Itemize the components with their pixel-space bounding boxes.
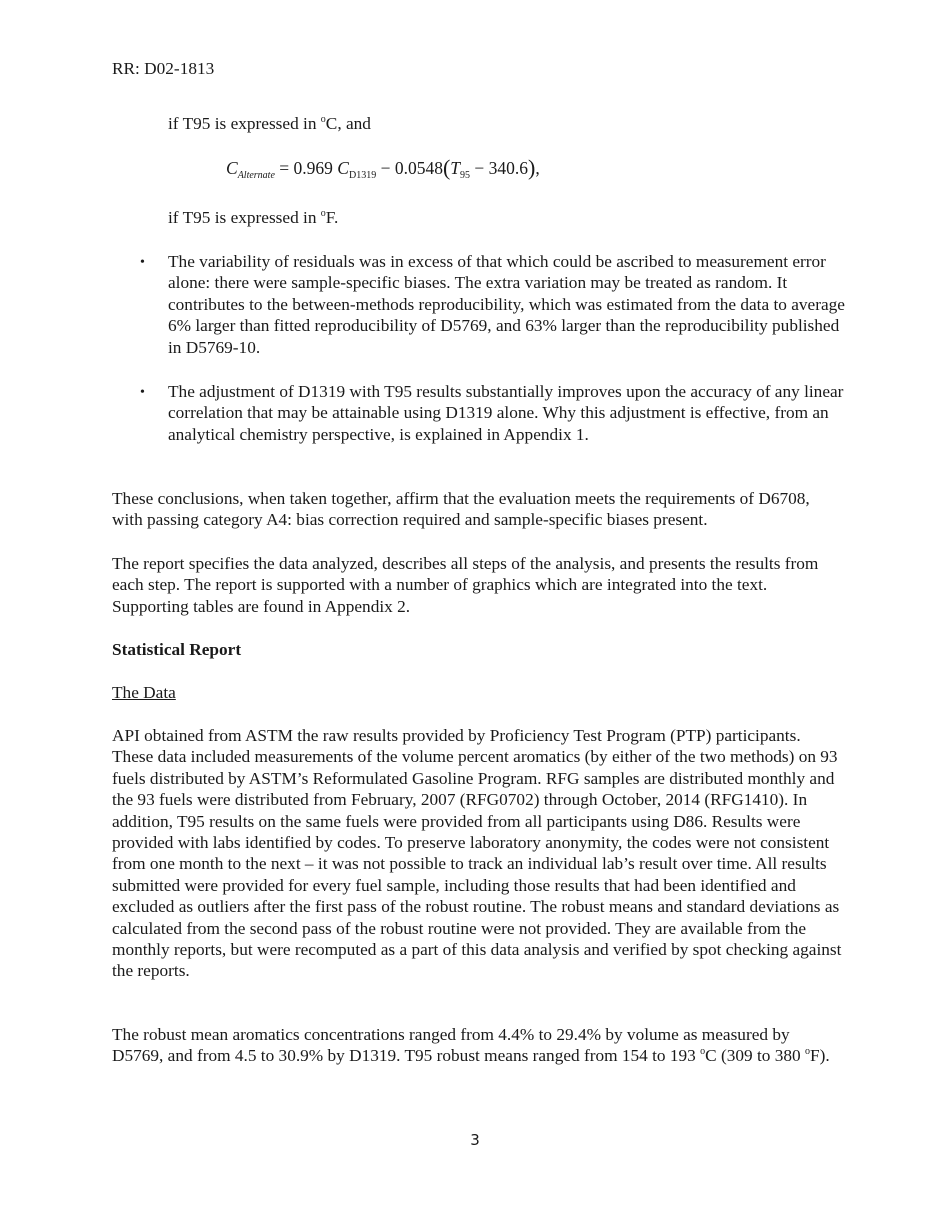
alternate-equation: $C_{Alternate} = 0.969$ $C_{D1319} - 0.0548(T_{95} - 340.6)$, <box>226 155 540 181</box>
report-id-header: RR: D02-1813 <box>112 59 215 78</box>
degree-symbol: o <box>320 208 326 219</box>
report-description-paragraph: The report specifies the data analyzed, describes all steps of the analysis, and presents the results from each step. The report is supported with a number of graphics which are integrated into the text. Supporting tables are found in Appendix 2. <box>112 554 819 616</box>
data-description-paragraph: API obtained from ASTM the raw results provided by Proficiency Test Program (PTP) participants. These data included measurements of the volume percent aromatics (by either of the two methods) on 93 fuels distributed by ASTM’s Reformulated Gasoline Program. RFG samples are distributed monthly and the 93 fuels were distributed from February, 2007 (RFG0702) through October, 2014 (RFG1410). In addition, T95 results on the same fuels were provided from all participants using D86. Results were provided with labs identified by codes. To preserve laboratory anonymity, the codes were not consistent from one month to the next – it was not possible to track an individual lab’s result over time. All results submitted were provided for every fuel sample, including those results that had been identified and excluded as outliers after the first pass of the robust routine. The robust means and standard deviations as calculated from the second pass of the robust routine were not provided. They are available from the monthly reports, but were recomputed as a part of this data analysis and verified by spot checking against the reports. <box>112 726 842 981</box>
bullet-residual-variability: The variability of residuals was in excess of that which could be ascribed to measurement error alone: there were sample-specific biases. The extra variation may be treated as random. It contributes to the between-methods reproducibility, which was estimated from the data to average 6% larger than fitted reproducibility of D5769, and 63% larger than the reproducibility published in D5769-10. <box>168 252 845 357</box>
degree-symbol: o <box>805 1046 810 1058</box>
subsection-heading-the-data: The Data <box>112 683 176 702</box>
bullet-d1319-adjustment: The adjustment of D1319 with T95 results substantially improves upon the accuracy of any linear correlation that may be attainable using D1319 alone. Why this adjustment is effective, from an analytical chemistry perspective, is explained in Appendix 1. <box>168 382 844 444</box>
degree-symbol: o <box>320 114 326 125</box>
page-number: 3 <box>470 1131 480 1149</box>
bullet-icon: • <box>140 255 145 270</box>
formula-intro-celsius: if T95 is expressed in $^o$C, and <box>168 114 371 133</box>
conclusions-paragraph: These conclusions, when taken together, affirm that the evaluation meets the requirements of D6708, with passing category A4: bias correction required and sample-specific biases present. <box>112 489 810 530</box>
robust-means-paragraph: The robust mean aromatics concentrations ranged from 4.4% to 29.4% by volume as measured by D5769, and from 4.5 to 30.9% by D1319. T95 robust means ranged from 154 to 193 $^o$C (309 to 380 $^o$F). <box>112 1025 830 1066</box>
degree-symbol: o <box>700 1046 706 1058</box>
formula-intro-fahrenheit: if T95 is expressed in $^o$F. <box>168 208 339 227</box>
section-heading-statistical-report: Statistical Report <box>112 640 242 659</box>
bullet-icon: • <box>140 385 145 400</box>
